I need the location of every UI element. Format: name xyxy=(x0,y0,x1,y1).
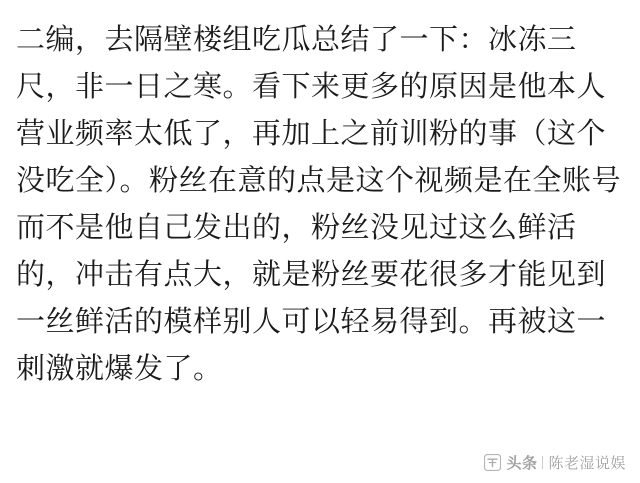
watermark-brand: 头条 xyxy=(506,454,538,472)
watermark-username: 陈老湿说娱 xyxy=(548,454,626,472)
watermark xyxy=(484,452,626,473)
watermark-separator xyxy=(542,456,543,469)
toutiao-logo-icon xyxy=(484,454,501,471)
article-body-text: 二编，去隔壁楼组吃瓜总结了一下：冰冻三尺，非一日之寒。看下来更多的原因是他本人营业频率太低了，再加上之前训粉的事（这个没吃全）。粉丝在意的点是这个视频是在全账号而不是他自己发出的，粉丝没见过这么鲜活的，冲击有点大，就是粉丝要花很多才能见到一丝鲜活的模样别人可以轻易得到。再被这一刺激就爆发了。 xyxy=(16,22,622,385)
